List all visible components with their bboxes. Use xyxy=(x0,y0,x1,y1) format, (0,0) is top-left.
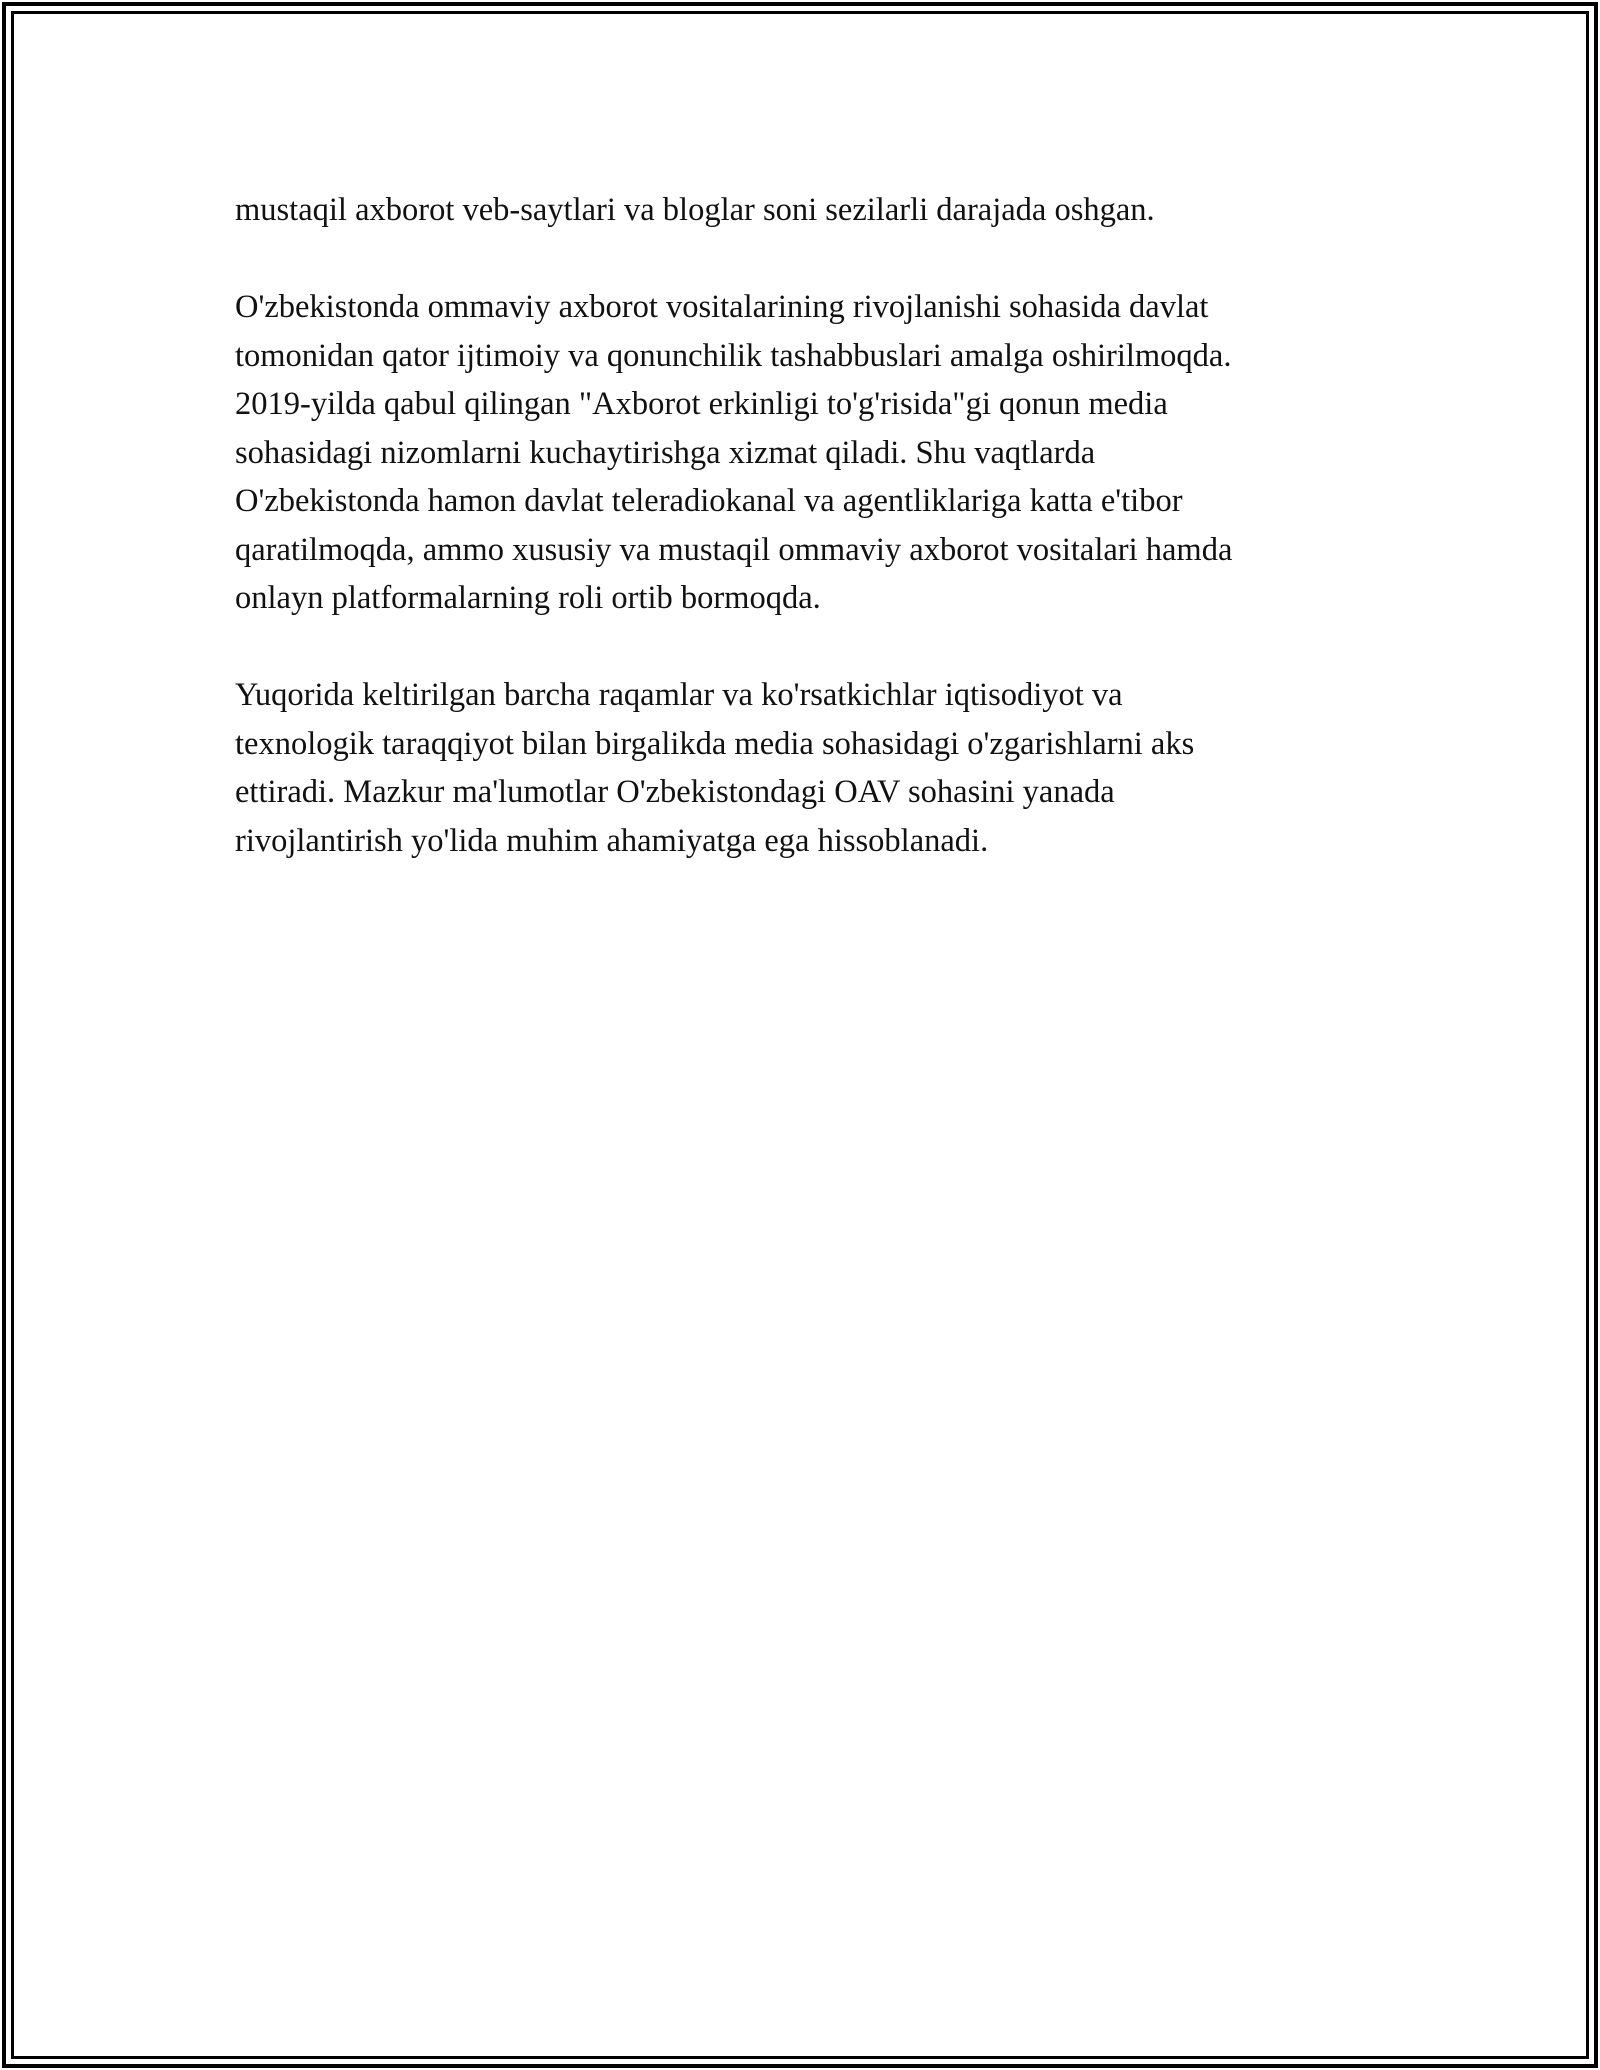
text-line: 2019-yilda qabul qilingan "Axborot erkinligi to'g'risida"gi qonun media xyxy=(235,386,1168,422)
text-line: O'zbekistonda ommaviy axborot vositalarining rivojlanishi sohasida davlat xyxy=(235,289,1209,325)
document-body xyxy=(235,186,1365,914)
text-line: rivojlantirish yo'lida muhim ahamiyatga ega hissoblanadi. xyxy=(235,822,989,859)
text-line: O'zbekistonda hamon davlat teleradiokanal va agentliklariga katta e'tibor xyxy=(235,483,1183,519)
text-line: qaratilmoqda, ammo xususiy va mustaqil ommaviy axborot vositalari hamda xyxy=(235,531,1233,568)
text-line: tomonidan qator ijtimoiy va qonunchilik tashabbuslari amalga oshirilmoqda. xyxy=(235,337,1232,374)
paragraph-3 xyxy=(235,671,1365,865)
text-line: Yuqorida keltirilgan barcha raqamlar va ko'rsatkichlar iqtisodiyot va xyxy=(235,677,1123,713)
text-line: ettiradi. Mazkur ma'lumotlar O'zbekistondagi OAV sohasini yanada xyxy=(235,774,1115,810)
text-line: mustaqil axborot veb-saytlari va bloglar soni sezilarli darajada oshgan. xyxy=(235,192,1155,228)
text-line: sohasidagi nizomlarni kuchaytirishga xizmat qiladi. Shu vaqtlarda xyxy=(235,434,1096,471)
text-line: texnologik taraqqiyot bilan birgalikda media sohasidagi o'zgarishlarni aks xyxy=(235,725,1195,762)
paragraph-1 xyxy=(235,186,1365,235)
paragraph-2 xyxy=(235,283,1365,623)
text-line: onlayn platformalarning roli ortib bormoqda. xyxy=(235,580,821,616)
